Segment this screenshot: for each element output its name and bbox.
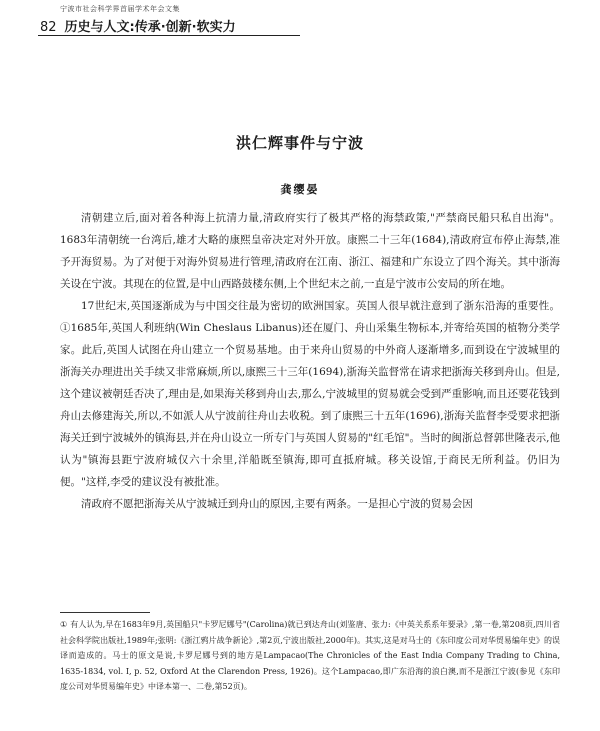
footnote-mark: ① xyxy=(60,620,68,629)
header-rule xyxy=(38,35,300,36)
book-title: 历史与人文:传承·创新·软实力 xyxy=(64,20,236,35)
series-header: 宁波市社会科学界首届学术年会文集 xyxy=(60,5,180,13)
footnote xyxy=(60,617,560,695)
paragraph: 清朝建立后,面对着各种海上抗清力量,清政府实行了极其严格的海禁政策,"严禁商民船只私自出海"。1683年清朝统一台湾后,雄才大略的康熙皇帝决定对外开放。康熙二十三年(1684),清政府宣布停止海禁,准予开海贸易。为了对便于对海外贸易进行管理,清政府在江南、浙江、福建和广东设立了四个海关。其中浙海关设在宁波。其现在的位置,是中山西路鼓楼东侧,上个世纪末之前,一直是宁波市公安局的所在地。 xyxy=(60,212,560,290)
paragraph: 清政府不愿把浙海关从宁波城迁到舟山的原因,主要有两条。一是担心宁波的贸易会因 xyxy=(81,498,473,510)
paragraph: 17世纪末,英国逐渐成为与中国交往最为密切的欧洲国家。英国人很早就注意到了浙东沿海的重要性。①1685年,英国人利班纳(Win Cheslaus Libanus)还在厦门、舟山采集生物标本,并寄给英国的植物分类学家。此后,英国人试图在舟山建立一个贸易基地。由于来舟山贸易的中外商人逐渐增多,而到设在宁波城里的浙海关办理进出关手续又非常麻烦,所以,康熙三十三年(1694),浙海关监督常在请求把浙海关移到舟山。但是,这个建议被朝廷否决了,理由是,如果海关移到舟山去,那么,宁波城里的贸易就会受到严重影响,而且还要花钱到舟山去修建海关,所以,不如派人从宁波前往舟山去收税。到了康熙三十五年(1696),浙海关监督李受要求把浙海关迁到宁波城外的镇海县,并在舟山设立一所专门与英国人贸易的"红毛馆"。当时的闽浙总督郭世隆表示,他认为"镇海县距宁波府城仅六十余里,洋船既至镇海,即可直抵府城。移关设馆,于商民无所利益。仍旧为便。"这样,李受的建议没有被批准。 xyxy=(60,300,560,488)
footnote-text: 有人认为,早在1683年9月,英国船只"卡罗尼娜号"(Carolina)就已到达舟山(刘鉴唐、张力:《中英关系系年要录》,第一卷,第208页,四川省社会科学院出版社,1989年;张明:《浙江鸦片战争新论》,第2页,宁波出版社,2000年)。其实,这是对马士的《东印度公司对华贸易编年史》的误译而造成的。马士的原文是说,卡罗尼娜号到的地方是Lampacao(The Chronicles of the East India Company Trading to China, 1635-1834, vol. I, p. 52, Oxford At the Clarendon Press, 1926)。这个Lampacao,即广东沿海的浪白澳,而不是浙江宁波(参见《东印度公司对华贸易编年史》中译本第一、二卷,第52页)。 xyxy=(60,620,560,691)
footnote-rule xyxy=(60,612,150,613)
article-author: 龚缨晏 xyxy=(280,183,320,196)
article-title: 洪仁辉事件与宁波 xyxy=(235,134,364,152)
page-number: 82 xyxy=(40,20,57,35)
running-header xyxy=(40,16,340,35)
article-body xyxy=(60,207,560,515)
